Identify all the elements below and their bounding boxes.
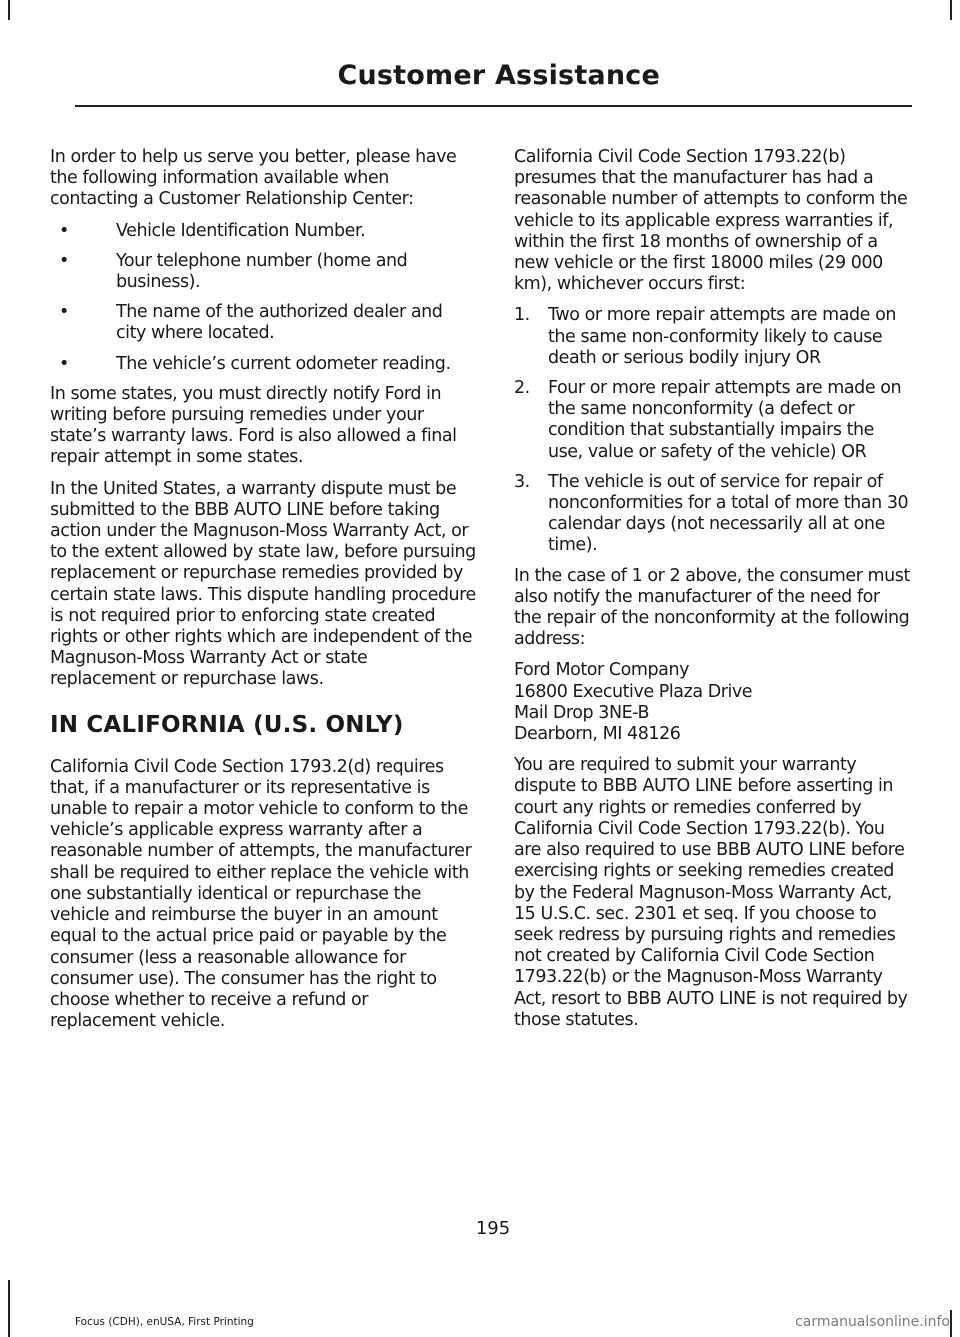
address-line: Dearborn, MI 48126 [514,724,681,745]
bullet-mark: • [59,250,69,271]
united-states-paragraph: In the United States, a warranty dispute must be submitted to the BBB AUTO LINE before taking action under the Magnuson-Moss Warranty Act, or to the extent allowed by state law, before pursuing replacement or repurchase remedies provided by certain state laws. This dispute handling procedure is not required prior to enforcing state created rights or other rights which are independent of the Magnuson-Moss Warranty Act or state replacement or repurchase laws. [50,478,476,690]
info-checklist [50,221,476,375]
list-item [50,221,476,242]
list-item-text: The vehicle’s current odometer reading. [116,353,451,374]
list-item-text: Your telephone number (home and business). [116,250,408,293]
section-heading: IN CALIFORNIA (U.S. ONLY) [50,711,404,738]
right-column [514,147,910,1041]
page-number: 195 [475,1218,511,1239]
crop-mark-bottom-right [950,1310,952,1337]
intro-paragraph: In order to help us serve you better, please have the following information available when contacting a Customer Relationship Center: [50,147,457,210]
bullet-mark: • [59,220,69,241]
list-number: 1. [514,305,530,326]
required-paragraph: You are required to submit your warranty dispute to BBB AUTO LINE before asserting in court any rights or remedies conferred by California Civil Code Section 1793.22(b). You are also required to use BBB AUTO LINE before exercising rights or seeking remedies created by the Federal Magnuson-Moss Warranty Act, 15 U.S.C. sec. 2301 et seq. If you choose to seek redress by pursuing rights and remedies not created by California Civil Code Section 1793.22(b) or the Magnuson-Moss Warranty Act, resort to BBB AUTO LINE is not required by those statutes. [514,755,908,1030]
list-item [50,302,476,344]
conditions-list [514,305,910,556]
list-item-text: Two or more repair attempts are made on the same non-conformity likely to cause death or serious bodily injury OR [548,305,896,368]
notify-paragraph: In the case of 1 or 2 above, the consumer must also notify the manufacturer of the need for the repair of the nonconformity at the following address: [514,565,910,650]
crop-mark-bottom-left [8,1280,10,1337]
crop-mark-top-left [8,0,10,20]
address-line: Mail Drop 3NE-B [514,702,650,723]
california-presumption-paragraph: California Civil Code Section 1793.22(b) presumes that the manufacturer has had a reasonable number of attempts to conform the vehicle to its applicable express warranties if, within the first 18 months of ownership of a new vehicle or the first 18000 miles (29 000 km), whichever occurs first: [514,147,908,295]
list-item-text: Four or more repair attempts are made on the same nonconformity (a defect or condition that substantially impairs the use, value or safety of the vehicle) OR [548,378,902,462]
list-item [514,305,910,369]
watermark-logo: carmanualsonline.info [795,1314,950,1330]
list-item [514,378,910,463]
page-title: Customer Assistance [337,60,660,91]
list-item-text: The vehicle is out of service for repair of nonconformities for a total of more than 30 calendar days (not necessarily all at one time). [548,471,909,556]
california-paragraph: California Civil Code Section 1793.2(d) requires that, if a manufacturer or its representative is unable to repair a motor vehicle to conform to the vehicle’s applicable express warranty after a reasonable number of attempts, the manufacturer shall be required to either replace the vehicle with one substantially identical or repurchase the vehicle and reimburse the buyer in an amount equal to the actual price paid or payable by the consumer (less a reasonable allowance for consumer use). The consumer has the right to choose whether to receive a refund or replacement vehicle. [50,756,472,1032]
mailing-address [514,660,910,745]
list-item [50,251,476,293]
address-line: Ford Motor Company [514,660,689,681]
footer-edition: Focus (CDH), enUSA, First Printing [75,1316,254,1328]
list-number: 2. [514,378,530,399]
crop-mark-top-right [950,0,952,20]
list-item [50,354,476,375]
left-column [50,147,476,1042]
bullet-mark: • [59,302,69,323]
header-divider [75,105,912,107]
list-number: 3. [514,471,530,492]
bullet-mark: • [59,353,69,374]
list-item-text: The name of the authorized dealer and city where located. [116,302,443,344]
list-item [514,472,910,557]
list-item-text: Vehicle Identification Number. [116,220,366,241]
states-paragraph: In some states, you must directly notify Ford in writing before pursuing remedies under your state’s warranty laws. Ford is also allowed a final repair attempt in some states. [50,383,457,468]
address-line: 16800 Executive Plaza Drive [514,681,753,702]
